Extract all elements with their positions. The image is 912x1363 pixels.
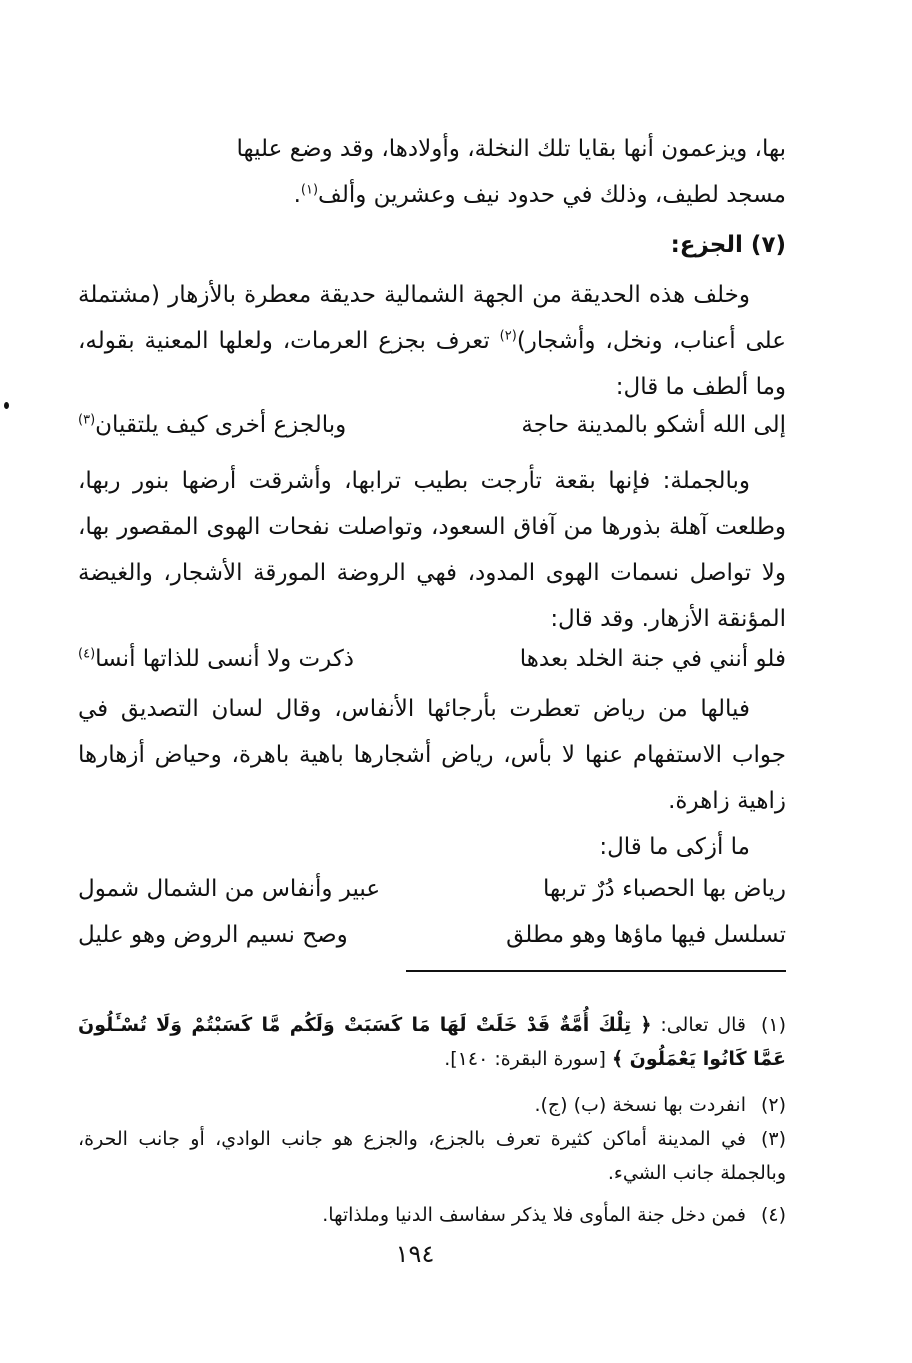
footnote-3: (٣)في المدينة أماكن كثيرة تعرف بالجزع، والجزع هو جانب الوادي، أو جانب الحرة، وبالجملة جانب الشيء.: [78, 1122, 786, 1190]
verse-first-hemistich: فلو أنني في جنة الخلد بعدها: [519, 646, 786, 672]
margin-mark: [4, 402, 9, 409]
poem-verse: [78, 636, 786, 682]
paragraph-gardens: فيالها من رياض تعطرت بأرجائها الأنفاس، وقال لسان التصديق في جواب الاستفهام عنها لا بأس، رياض أشجارها باهية باهرة، وحياض أزهارها زاهية زاهرة.: [78, 696, 786, 814]
footnote-number: (٢): [760, 1094, 786, 1116]
footnote-number: (١): [760, 1014, 786, 1036]
verse-first-hemistich: إلى الله أشكو بالمدينة حاجة: [521, 412, 786, 438]
section-heading: (٧) الجزع:: [670, 232, 786, 258]
quran-verse: ﴿ تِلْكَ أُمَّةٌ قَدْ خَلَتْ لَهَا مَا كَسَبَتْ وَلَكُم مَّا كَسَبْتُمْ وَلَا تُسْـَٔلُونَ عَمَّا كَانُوا يَعْمَلُونَ ﴾: [78, 1014, 786, 1070]
poem-verse: [78, 402, 786, 448]
poem-verse: [78, 912, 786, 958]
verse-second-hemistich: وبالجزع أخرى كيف يلتقيان$^{(٣)}$: [78, 412, 347, 438]
paragraph-description: وبالجملة: فإنها بقعة تأرجت بطيب ترابها، وأشرقت أرضها بنور ربها، وطلعت آهلة بذورها من آفاق السعود، وتواصلت نفحات الهوى المقصور بها، ولا تواصل نسمات الهوى المدود، فهي الروضة المورقة الأشجار، والغيضة المؤنقة الأزهار. وقد قال:: [78, 468, 786, 632]
verse-first-hemistich: تسلسل فيها ماؤها وهو مطلق: [506, 922, 786, 948]
footnote-4: (٤)فمن دخل جنة المأوى فلا يذكر سفاسف الدنيا وملذاتها.: [78, 1198, 786, 1232]
footnote-number: (٣): [760, 1128, 786, 1150]
verse-second-hemistich: ذكرت ولا أنسى للذاتها أنسا$^{(٤)}$: [78, 646, 355, 672]
verse-second-hemistich: عبير وأنفاس من الشمال شمول: [78, 876, 381, 902]
paragraph-line-end: مسجد لطيف، وذلك في حدود نيف وعشرين وألف$^{(١)}$.: [293, 182, 786, 208]
footnote-2: (٢)انفردت بها نسخة (ب) (ج).: [78, 1088, 786, 1122]
footnote-marker: (٣): [78, 412, 96, 428]
page-number: ١٩٤: [395, 1240, 435, 1268]
footnote-1: (١)قال تعالى: ﴿ تِلْكَ أُمَّةٌ قَدْ خَلَتْ لَهَا مَا كَسَبَتْ وَلَكُم مَّا كَسَبْتُمْ وَلَا تُسْـَٔلُونَ عَمَّا كَانُوا يَعْمَلُونَ ﴾ [سورة البقرة: ١٤٠].: [78, 1008, 786, 1076]
footnote-marker: (٤): [78, 646, 96, 662]
verse-first-hemistich: رياض بها الحصباء دُرٌ تربها: [543, 876, 786, 902]
poem-verse: [78, 866, 786, 912]
paragraph-continuation: [78, 126, 786, 218]
verse-second-hemistich: وصح نسيم الروض وهو عليل: [78, 922, 348, 948]
footnote-number: (٤): [760, 1204, 786, 1226]
footnote-separator: [406, 970, 786, 972]
footnote-marker: (٢): [499, 328, 517, 344]
paragraph-jaza: وخلف هذه الحديقة من الجهة الشمالية حديقة معطرة بالأزهار (مشتملة على أعناب، ونخل، وأشجار)$^{(٢)}$ تعرف بجزع العرمات، ولعلها المعنية بقوله، وما ألطف ما قال:: [78, 282, 786, 400]
paragraph-intro-verse: ما أزكى ما قال:: [599, 834, 750, 860]
footnote-marker: (١): [300, 182, 319, 198]
paragraph-line: بها، ويزعمون أنها بقايا تلك النخلة، وأولادها، وقد وضع عليها: [236, 136, 786, 162]
